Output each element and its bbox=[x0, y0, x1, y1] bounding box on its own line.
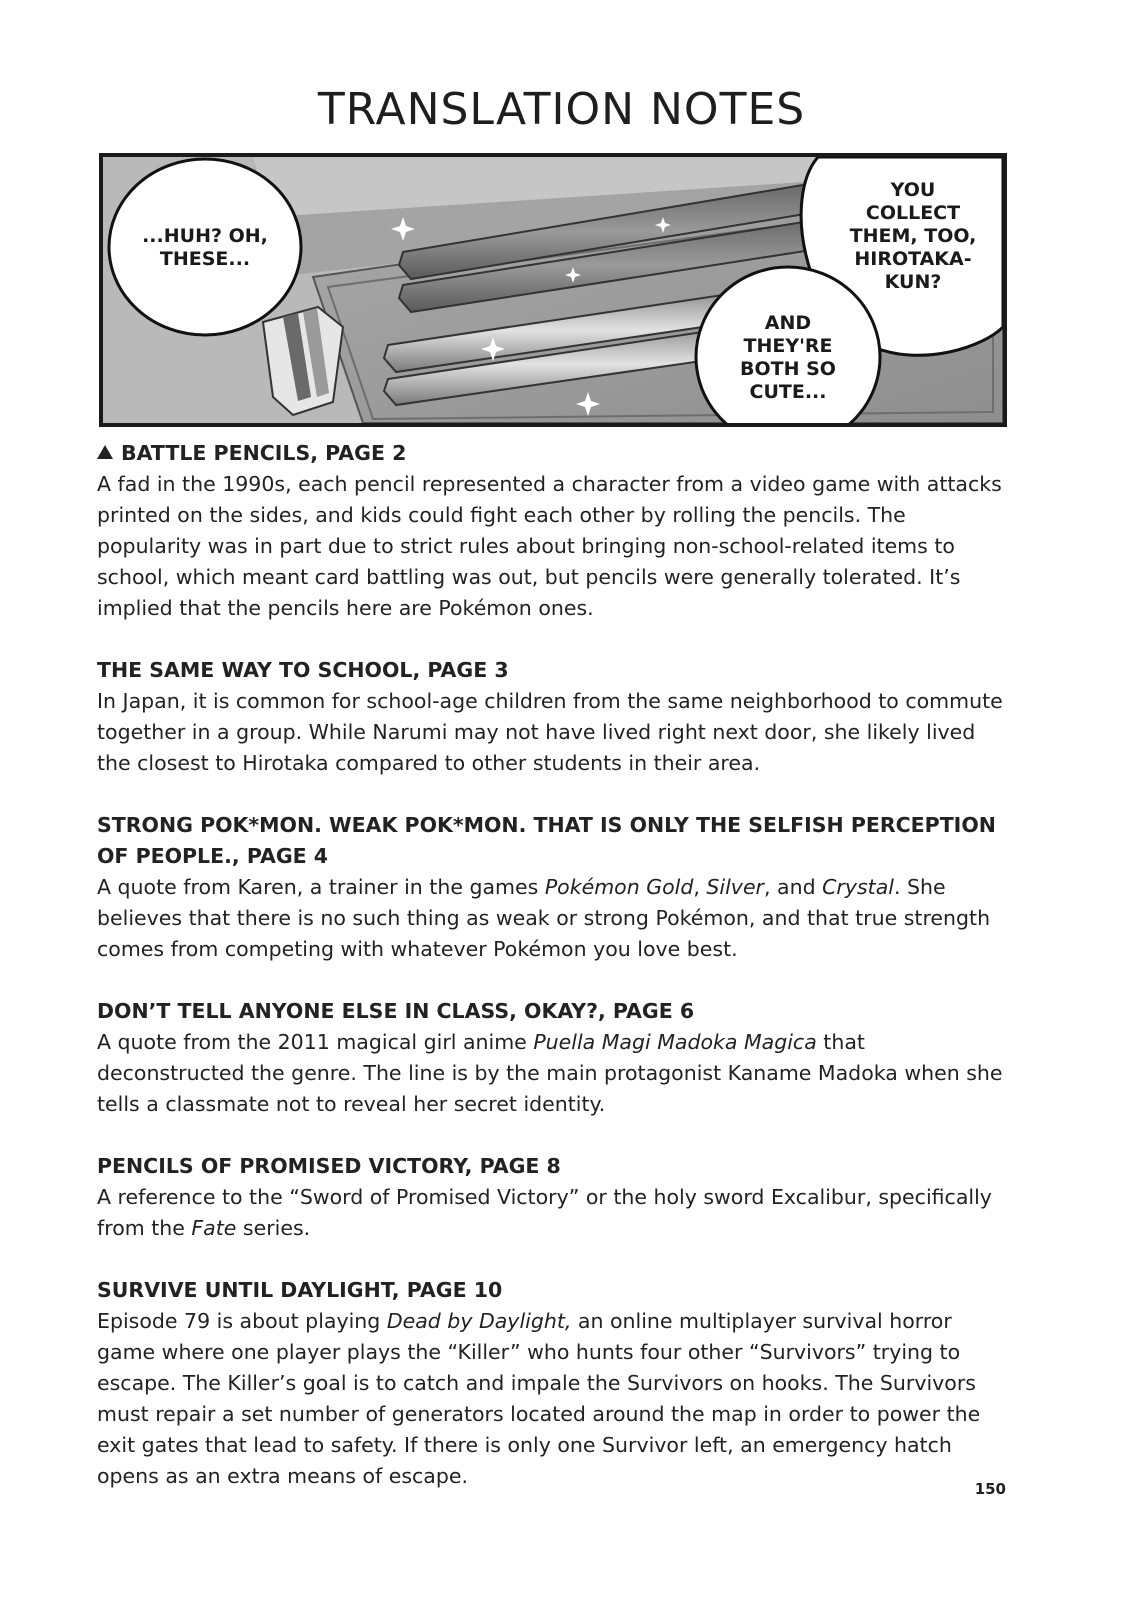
translation-notes bbox=[97, 438, 1012, 1523]
note-body: A reference to the “Sword of Promised Victory” or the holy sword Excalibur, specifically from the Fate series. bbox=[97, 1185, 992, 1240]
triangle-up-icon bbox=[97, 445, 113, 459]
note-heading: SURVIVE UNTIL DAYLIGHT, PAGE 10 bbox=[97, 1278, 503, 1302]
note-body: A quote from Karen, a trainer in the games Pokémon Gold, Silver, and Crystal. She believes that there is no such thing as weak or strong Pokémon, and that true strength comes from competing with whatever Pokémon you love best. bbox=[97, 875, 991, 961]
note-heading: THE SAME WAY TO SCHOOL, PAGE 3 bbox=[97, 658, 509, 682]
eraser bbox=[263, 307, 343, 415]
page-number: 150 bbox=[974, 1480, 1006, 1498]
page-title: TRANSLATION NOTES bbox=[317, 84, 806, 135]
note-heading: STRONG POK*MON. WEAK POK*MON. THAT IS ONLY THE SELFISH PERCEPTION OF PEOPLE., PAGE 4 bbox=[97, 813, 996, 868]
note-dont-tell-anyone bbox=[97, 996, 1012, 1120]
note-body: A quote from the 2011 magical girl anime Puella Magi Madoka Magica that deconstructed the genre. The line is by the main protagonist Kaname Madoka when she tells a classmate not to reveal her secret identity. bbox=[97, 1030, 1003, 1116]
note-heading: DON’T TELL ANYONE ELSE IN CLASS, OKAY?, PAGE 6 bbox=[97, 999, 695, 1023]
speech-text-right-top: YOU COLLECT THEM, TOO, HIROTAKA- KUN? bbox=[849, 179, 977, 293]
note-promised-victory bbox=[97, 1151, 1012, 1244]
note-body: Episode 79 is about playing Dead by Daylight, an online multiplayer survival horror game where one player plays the “Killer” who hunts four other “Survivors” trying to escape. The Killer’s goal is to catch and impale the Survivors on hooks. The Survivors must repair a set number of generators located around the map in order to power the exit gates that lead to safety. If there is only one Survivor left, an emergency hatch opens as an extra means of escape. bbox=[97, 1309, 981, 1488]
note-heading: PENCILS OF PROMISED VICTORY, PAGE 8 bbox=[97, 1154, 561, 1178]
note-body: In Japan, it is common for school-age children from the same neighborhood to commute together in a group. While Narumi may not have lived right next door, she likely lived the closest to Hirotaka compared to other students in their area. bbox=[97, 689, 1003, 775]
note-strong-pokemon bbox=[97, 810, 1012, 965]
note-body: A fad in the 1990s, each pencil represented a character from a video game with attacks printed on the sides, and kids could fight each other by rolling the pencils. The popularity was in part due to strict rules about bringing non-school-related items to school, which meant card battling was out, but pencils were generally tolerated. It’s implied that the pencils here are Pokémon ones. bbox=[97, 472, 1002, 620]
note-survive-until-daylight bbox=[97, 1275, 1012, 1492]
note-battle-pencils bbox=[97, 438, 1012, 624]
manga-panel bbox=[99, 153, 1007, 427]
note-same-way-to-school bbox=[97, 655, 1012, 779]
speech-text-right-bottom: AND THEY'RE BOTH SO CUTE... bbox=[740, 312, 836, 403]
note-heading: BATTLE PENCILS, PAGE 2 bbox=[121, 441, 407, 465]
speech-text-left: ...HUH? OH, THESE... bbox=[142, 225, 268, 270]
